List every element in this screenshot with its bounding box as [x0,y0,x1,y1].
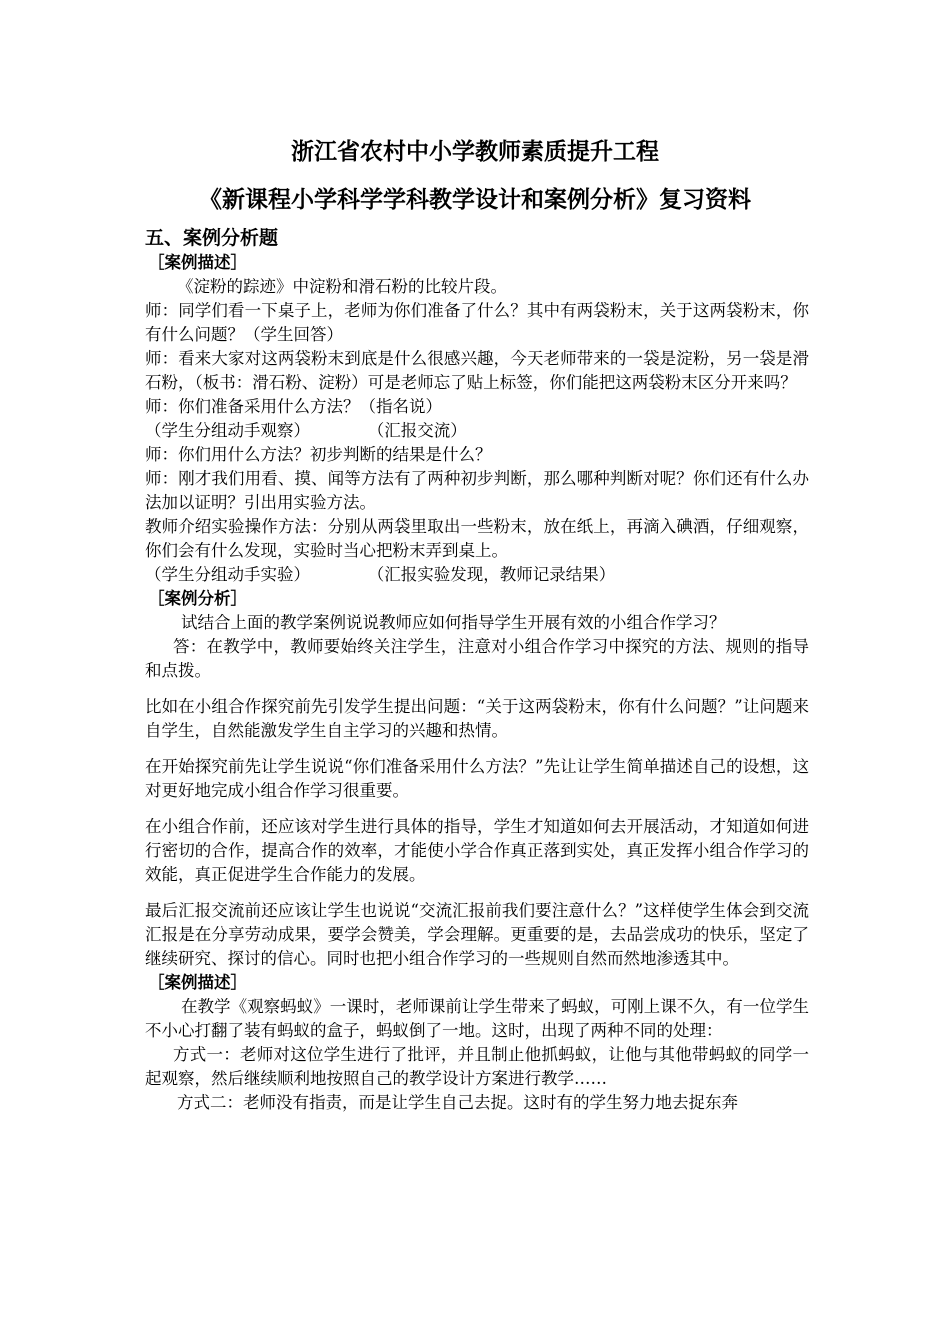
case2-description-label: ［案例描述］ [148,973,247,992]
case1-answer: 在开始探究前先让学生说说“你们准备采用什么方法？”先让让学生简单描述自己的设想，这对更好地完成小组合作学习很重要。 [145,757,809,800]
case1-paragraph: 教师介绍实验操作方法：分别从两袋里取出一些粉末，放在纸上，再滴入碘酒，仔细观察，你们会有什么发现，实验时当心把粉末弄到桌上。 [145,517,809,560]
case1-description-label: ［案例描述］ [148,253,247,272]
section-heading: 五、案例分析题 [145,227,279,249]
case1-analysis-label: ［案例分析］ [148,589,247,608]
case1-paragraph: （学生分组动手实验） （汇报实验发现，教师记录结果） [145,565,616,584]
case1-paragraph: 师：同学们看一下桌子上，老师为你们准备了什么？其中有两袋粉末，关于这两袋粉末，你有什么问题？（学生回答） [145,301,809,344]
case1-paragraph: 师：你们准备采用什么方法？（指名说） [145,397,442,416]
case2-paragraph: 方式二：老师没有指责，而是让学生自己去捉。这时有的学生努力地去捉东奔 [177,1093,738,1112]
case1-answer: 在小组合作前，还应该对学生进行具体的指导，学生才知道如何去开展活动，才知道如何进行密切的合作，提高合作的效率，才能使小学合作真正落到实处，真正发挥小组合作学习的效能，真正促进学生合作能力的发展。 [145,817,809,884]
document-body [145,225,809,1115]
case2-paragraph: 在教学《观察蚂蚁》一课时，老师课前让学生带来了蚂蚁，可刚上课不久，有一位学生不小心打翻了装有蚂蚁的盒子，蚂蚁倒了一地。这时，出现了两种不同的处理： [145,997,809,1040]
case2-paragraph: 方式一：老师对这位学生进行了批评，并且制止他抓蚂蚁，让他与其他带蚂蚁的同学一起观察，然后继续顺利地按照自己的教学设计方案进行教学…… [145,1045,809,1088]
case1-answer: 最后汇报交流前还应该让学生也说说“交流汇报前我们要注意什么？”这样使学生体会到交流汇报是在分享劳动成果，要学会赞美，学会理解。更重要的是，去品尝成功的快乐，坚定了继续研究、探讨的信心。同时也把小组合作学习的一些规则自然而然地渗透其中。 [145,901,809,968]
document-subtitle: 《新课程小学科学学科教学设计和案例分析》复习资料 [199,187,751,213]
case1-answer: 答：在教学中，教师要始终关注学生，注意对小组合作学习中探究的方法、规则的指导和点拨。 [145,637,809,680]
case1-paragraph: 师：刚才我们用看、摸、闻等方法有了两种初步判断，那么哪种判断对呢？你们还有什么办法加以证明？引出用实验方法。 [145,469,809,512]
case1-paragraph: （学生分组动手观察） （汇报交流） [145,421,467,440]
case1-question: 试结合上面的教学案例说说教师应如何指导学生开展有效的小组合作学习？ [181,613,726,632]
case1-paragraph: 师：你们用什么方法？初步判断的结果是什么？ [145,445,492,464]
document-title: 浙江省农村中小学教师素质提升工程 [291,139,659,165]
case1-answer: 比如在小组合作探究前先引发学生提出问题：“关于这两袋粉末，你有什么问题？”让问题来自学生，自然能激发学生自主学习的兴趣和热情。 [145,697,809,740]
case1-paragraph: 《淀粉的踪迹》中淀粉和滑石粉的比较片段。 [177,277,507,296]
case1-paragraph: 师：看来大家对这两袋粉末到底是什么很感兴趣，今天老师带来的一袋是淀粉，另一袋是滑石粉，（板书：滑石粉、淀粉）可是老师忘了贴上标签，你们能把这两袋粉末区分开来吗？ [145,349,809,392]
